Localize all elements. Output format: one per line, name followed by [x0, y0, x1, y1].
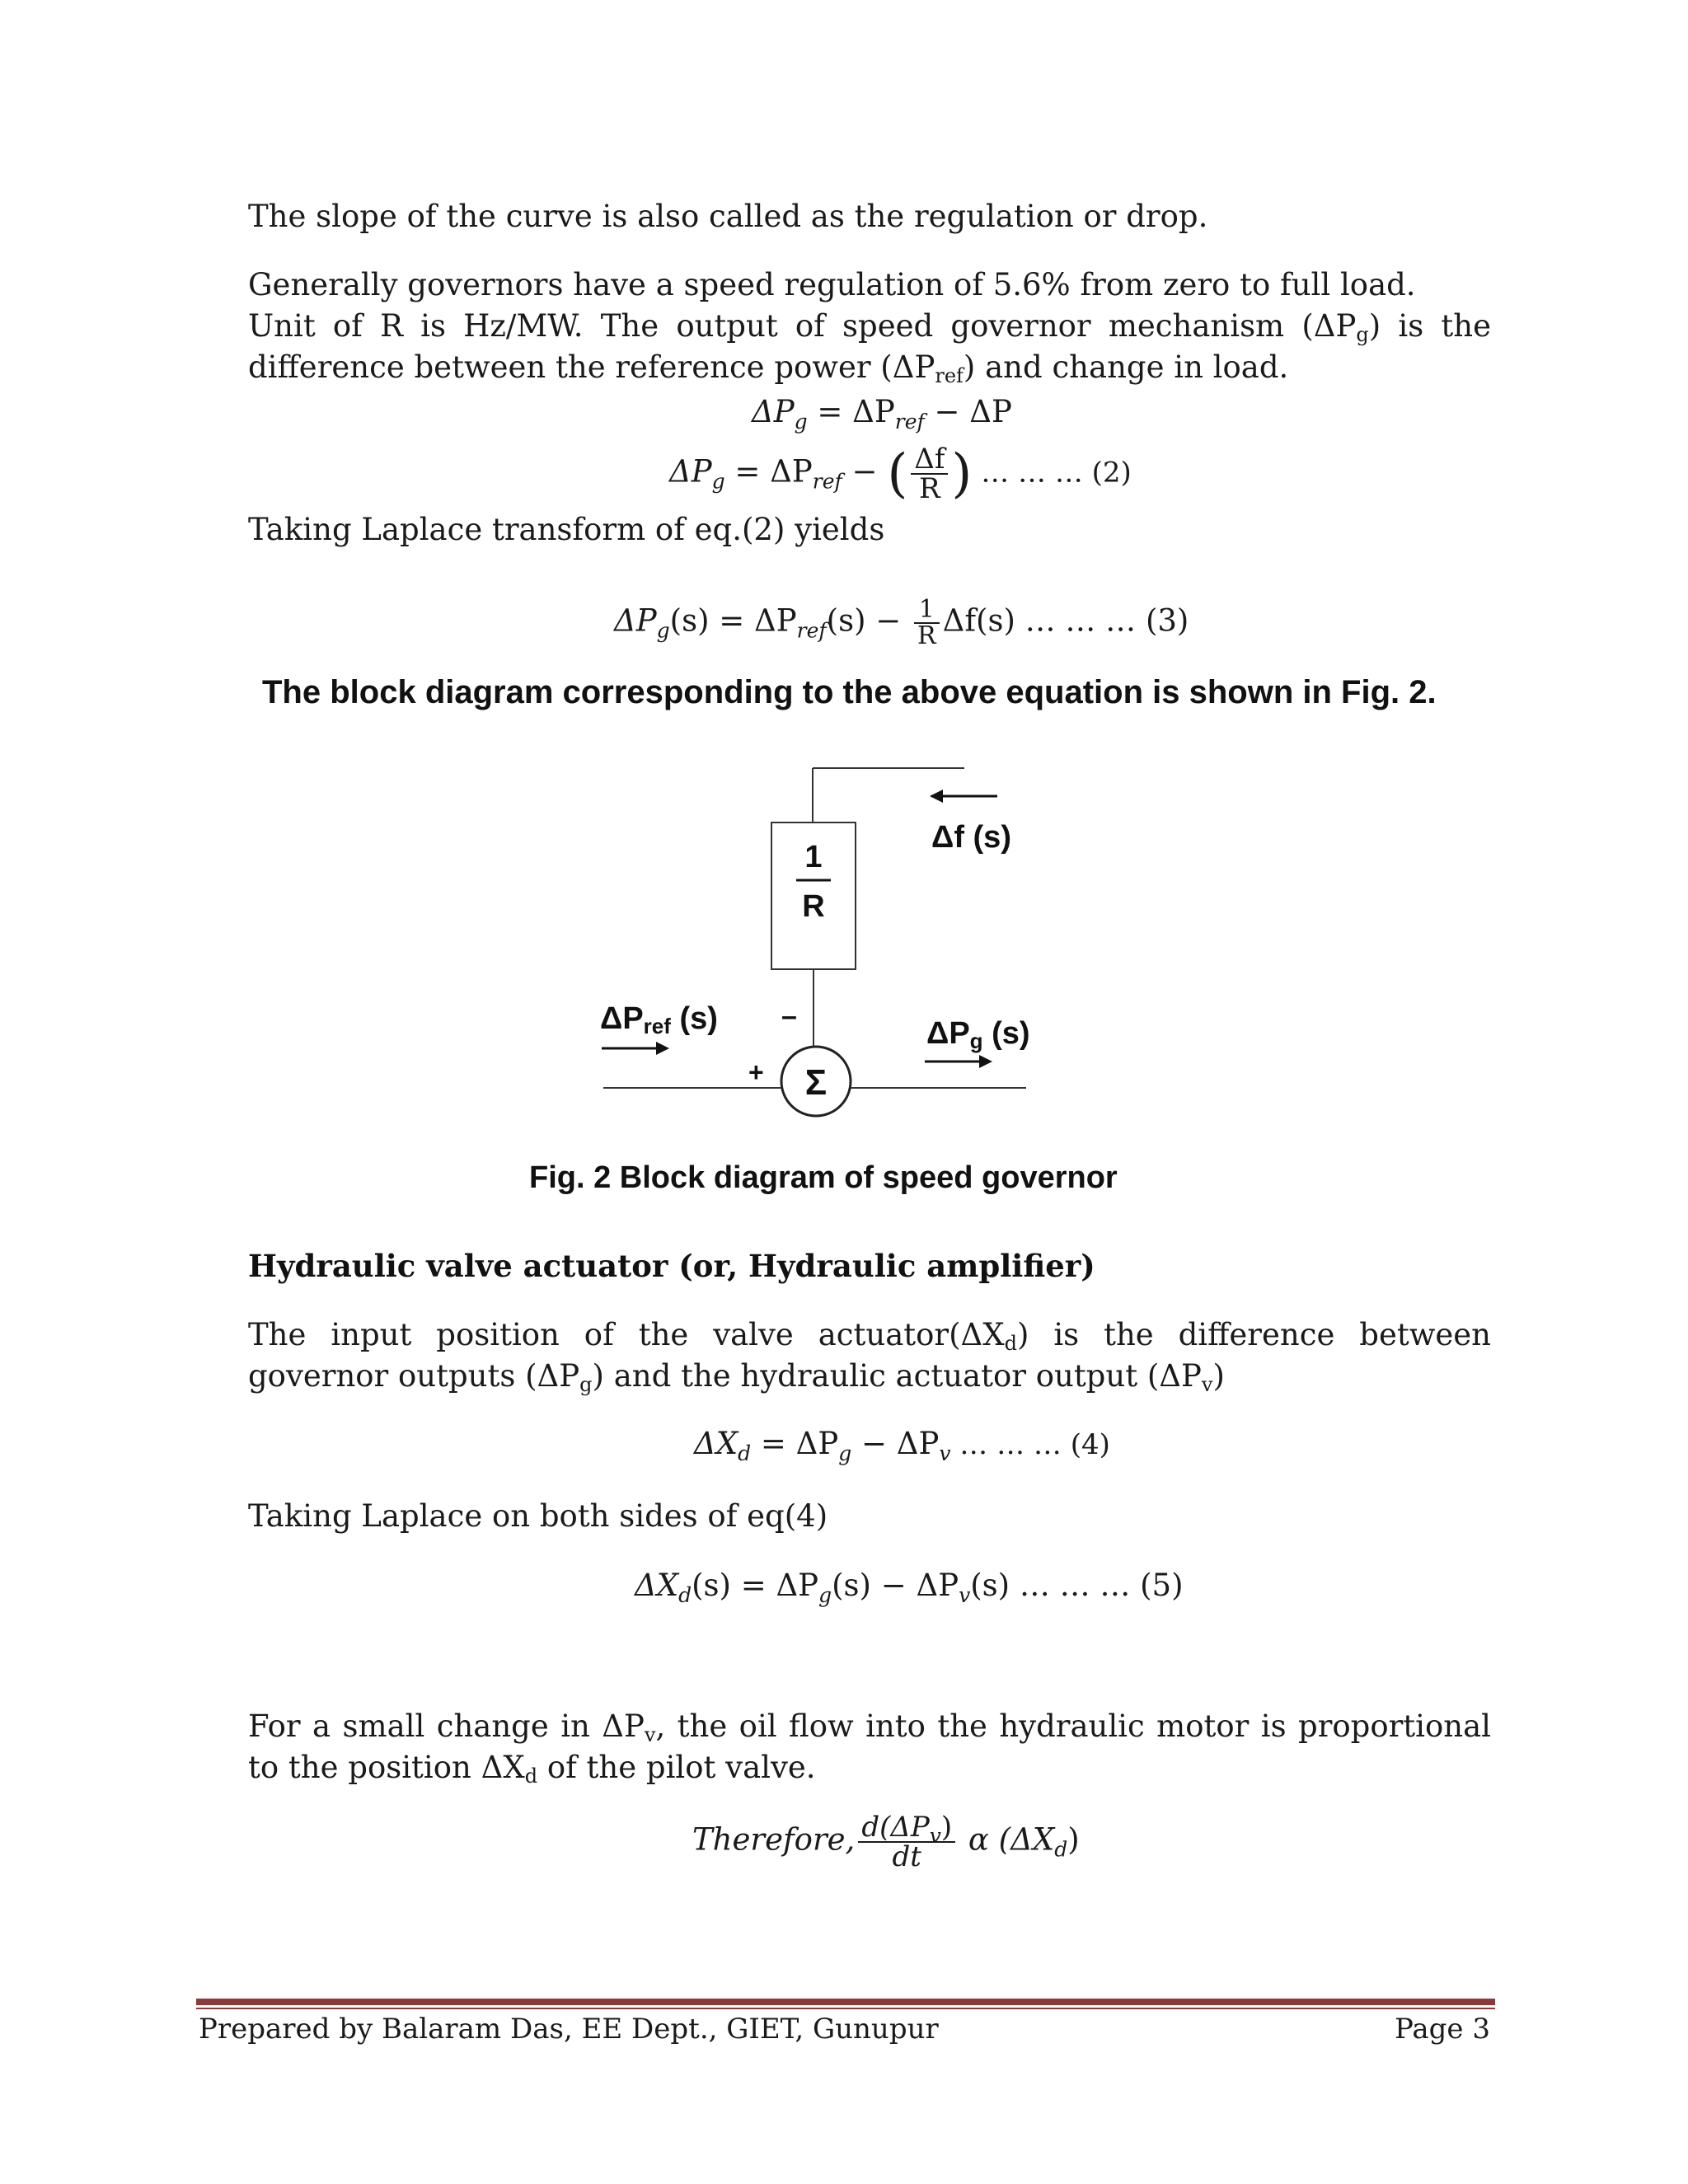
paragraph-text: of the pilot valve.: [537, 1750, 816, 1785]
paragraph-laplace: [248, 509, 1491, 551]
equation-5: [635, 1568, 1184, 1607]
gain-block-numerator: 1: [804, 840, 823, 874]
delta-p-ref-label: ΔPref (s): [600, 1001, 718, 1038]
equation-2: [669, 445, 1132, 503]
paragraph-valve-actuator: [248, 1315, 1491, 1397]
delta-p-g-arrowhead: [979, 1055, 992, 1068]
eq-term: (s) = ΔP: [692, 1568, 819, 1603]
footer-author: Prepared by Balaram Das, EE Dept., GIET, Gunupur: [199, 2013, 939, 2046]
eq-subscript: d: [1054, 1837, 1068, 1862]
paragraph-text: ) and the hydraulic actuator output (ΔP: [592, 1358, 1202, 1394]
eq-term: α (ΔX: [959, 1821, 1055, 1858]
paragraph-unit-of-r: [248, 306, 1491, 388]
subscript: v: [1201, 1373, 1213, 1396]
eq-term: dt: [892, 1840, 921, 1873]
paragraph-speed-regulation: [248, 265, 1491, 306]
eq-subscript: g: [656, 618, 670, 643]
subscript: v: [644, 1723, 656, 1746]
fraction: [911, 445, 948, 503]
footer-rule-thick: [196, 1999, 1495, 2005]
subscript: ref: [935, 364, 964, 387]
gain-block-denominator: R: [802, 889, 825, 924]
paragraph-text: The input position of the valve actuator(ΔX: [248, 1317, 1005, 1352]
eq-subscript: v: [929, 1824, 941, 1848]
fraction-numerator: [858, 1811, 955, 1848]
section-heading: Hydraulic valve actuator (or, Hydraulic amplifier): [248, 1248, 1095, 1284]
paragraph-text: For a small change in ΔP: [248, 1708, 645, 1744]
eq-term: Therefore,: [692, 1821, 856, 1858]
paragraph-laplace-eq4: [248, 1496, 1491, 1537]
footer-rule-thin: [196, 2008, 1495, 2009]
fraction: [914, 595, 940, 650]
eq-subscript: g: [818, 1583, 832, 1607]
delta-p-ref-arrowhead: [656, 1042, 669, 1055]
paragraph-text: ) is the difference between governor outputs (ΔP: [248, 1317, 1492, 1394]
paragraph-text: ) and change in load.: [963, 349, 1289, 385]
plus-sign: +: [748, 1057, 764, 1087]
paragraph-text: The slope of the curve is also called as the regulation or drop.: [248, 199, 1208, 234]
sigma-symbol: Σ: [804, 1062, 828, 1103]
delta-f-label: Δf (s): [931, 820, 1011, 855]
eq-term: d(ΔP: [861, 1811, 930, 1844]
eq-term: (s) −: [826, 602, 912, 639]
eq-term: ΔX: [635, 1568, 679, 1603]
paragraph-text: Generally governors have a speed regulation of 5.6% from zero to full load.: [248, 267, 1416, 302]
paragraph-text: , the oil flow into the hydraulic motor is proportional to the position ΔX: [248, 1708, 1492, 1785]
fraction-denominator: R: [917, 621, 936, 650]
paragraph-text: Taking Laplace on both sides of eq(4): [248, 1498, 828, 1534]
paragraph-text: ): [1212, 1358, 1225, 1394]
eq-term: = ΔP: [751, 1426, 839, 1461]
equation-tag: … … … (2): [972, 456, 1132, 490]
fraction: [858, 1813, 955, 1871]
subscript: g: [579, 1373, 593, 1396]
eq-subscript: ref: [894, 410, 925, 434]
eq-subscript: ref: [796, 618, 827, 643]
right-paren: ): [951, 443, 973, 504]
paragraph-text: ) is the difference between the reference power (ΔP: [248, 308, 1491, 385]
delta-f-arrowhead: [930, 790, 943, 803]
minus-sign: –: [781, 1001, 797, 1032]
delta-p-g-label: ΔPg (s): [926, 1016, 1030, 1053]
eq-term: (s) − ΔP: [832, 1568, 959, 1603]
equation-4: [694, 1426, 1110, 1463]
eq-term: − ΔP: [851, 1426, 940, 1461]
eq-subscript: ref: [812, 469, 842, 494]
fraction-numerator: 1: [914, 598, 940, 624]
eq-subscript: d: [678, 1583, 692, 1607]
subscript: g: [1356, 323, 1369, 346]
equation-tag: … … … (4): [950, 1428, 1110, 1461]
eq-subscript: g: [838, 1441, 852, 1465]
eq-term: (s) … … … (5): [970, 1568, 1184, 1603]
eq-term: ΔP: [669, 453, 712, 490]
eq-term: = ΔP: [807, 394, 895, 429]
eq-subscript: v: [939, 1441, 951, 1465]
subscript: d: [1004, 1332, 1017, 1355]
page-number: Page 3: [1395, 2013, 1490, 2046]
eq-subscript: d: [738, 1441, 752, 1465]
paragraph-text: Unit of R is Hz/MW. The output of speed governor mechanism (ΔP: [248, 308, 1357, 344]
fraction-denominator: R: [919, 472, 940, 505]
equation-6: [692, 1813, 1080, 1871]
equation-3: [614, 595, 1189, 650]
left-paren: (: [887, 443, 908, 504]
eq-term: ): [940, 1811, 953, 1844]
equation-1: [752, 394, 1012, 434]
paragraph-text: Taking Laplace transform of eq.(2) yields: [248, 512, 885, 547]
eq-term: Δf(s) … … … (3): [942, 602, 1189, 639]
fraction-numerator: Δf: [911, 445, 948, 475]
eq-subscript: v: [959, 1583, 971, 1607]
eq-term: ): [1067, 1821, 1080, 1858]
paragraph-regulation: [248, 196, 1491, 237]
eq-term: ΔP: [752, 394, 795, 429]
figure-caption: Fig. 2 Block diagram of speed governor: [529, 1160, 1118, 1195]
paragraph-oil-flow: [248, 1706, 1491, 1788]
eq-term: = ΔP: [724, 453, 813, 490]
eq-term: (s) = ΔP: [669, 602, 797, 639]
block-diagram: [577, 742, 1071, 1137]
eq-subscript: g: [711, 469, 725, 494]
eq-term: − ΔP: [924, 394, 1012, 429]
eq-operator: −: [842, 453, 888, 490]
block-diagram-intro: The block diagram corresponding to the above equation is shown in Fig. 2.: [262, 674, 1437, 710]
subscript: d: [524, 1765, 538, 1788]
eq-subscript: g: [794, 410, 808, 434]
eq-term: ΔX: [694, 1426, 738, 1461]
eq-term: ΔP: [614, 602, 657, 639]
